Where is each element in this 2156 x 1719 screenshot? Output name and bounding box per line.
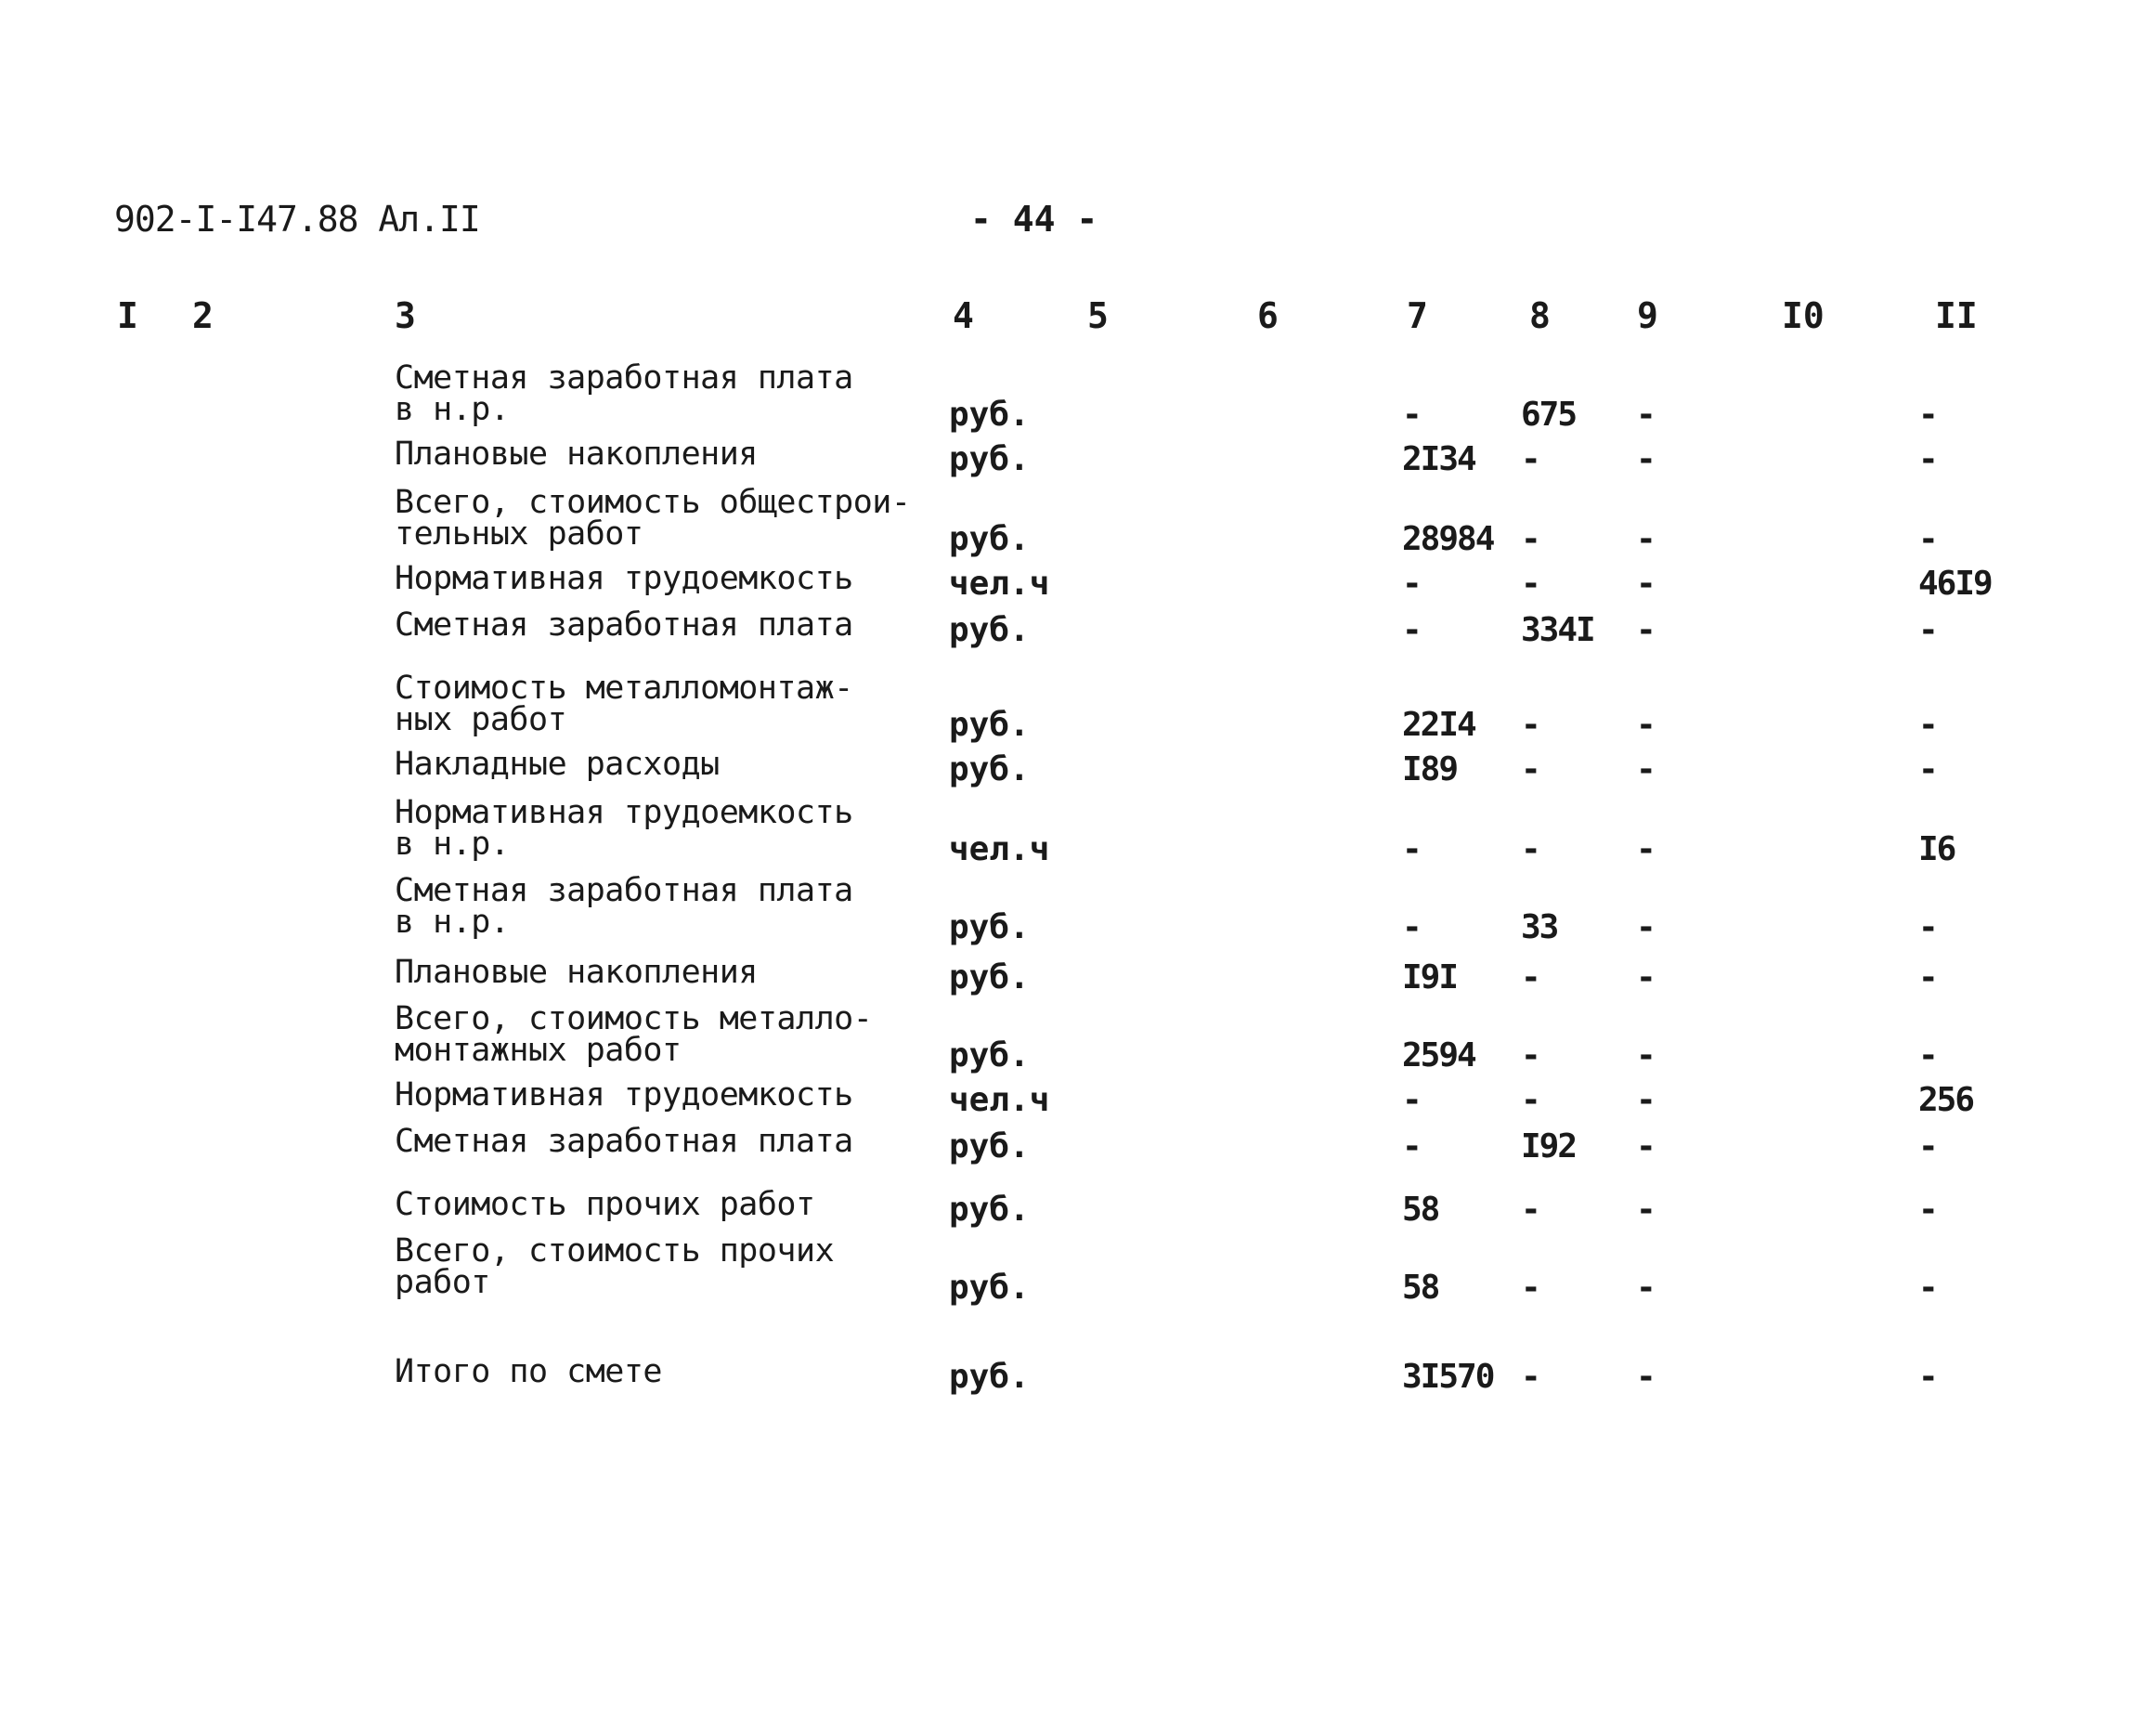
- row-col-7: 3I570: [1402, 1358, 1494, 1396]
- column-number-1: I: [117, 295, 138, 336]
- row-description: Сметная заработная плата в н.р.: [395, 872, 853, 941]
- row-unit: руб.: [949, 958, 1030, 996]
- column-number-2: 2: [192, 295, 214, 336]
- row-description: Стоимость металломонтаж- ных работ: [395, 670, 853, 738]
- row-col-11: -: [1918, 611, 1937, 649]
- column-number-6: 6: [1257, 295, 1279, 336]
- row-col-11: -: [1918, 396, 1937, 434]
- row-col-11: -: [1918, 750, 1937, 788]
- row-col-11: -: [1918, 1127, 1937, 1166]
- row-col-9: -: [1636, 1269, 1655, 1307]
- row-col-11: -: [1918, 1269, 1937, 1307]
- row-col-8: -: [1521, 1269, 1539, 1307]
- column-number-8: 8: [1529, 295, 1551, 336]
- row-col-11: -: [1918, 706, 1937, 744]
- row-col-8: -: [1521, 1358, 1539, 1396]
- row-col-8: -: [1521, 520, 1539, 558]
- row-col-7: 58: [1402, 1269, 1439, 1307]
- row-unit: руб.: [949, 440, 1030, 478]
- row-col-7: -: [1402, 908, 1421, 946]
- row-col-8: -: [1521, 706, 1539, 744]
- row-description: Стоимость прочих работ: [395, 1186, 815, 1223]
- row-description: Всего, стоимость общестрои- тельных работ: [395, 484, 911, 553]
- row-col-9: -: [1636, 908, 1655, 946]
- row-col-11: -: [1918, 1036, 1937, 1074]
- row-col-7: -: [1402, 611, 1421, 649]
- row-description: Итого по смете: [395, 1353, 663, 1390]
- row-col-11: 46I9: [1918, 565, 1992, 603]
- row-col-9: -: [1636, 1191, 1655, 1229]
- row-col-8: 33: [1521, 908, 1558, 946]
- row-unit: руб.: [949, 611, 1030, 649]
- row-col-8: -: [1521, 958, 1539, 996]
- document-code: 902-I-I47.88 Ал.II: [114, 199, 480, 240]
- row-unit: руб.: [949, 1191, 1030, 1229]
- row-unit: руб.: [949, 750, 1030, 788]
- row-description: Всего, стоимость металло- монтажных работ: [395, 1000, 873, 1069]
- row-col-7: -: [1402, 1081, 1421, 1119]
- row-col-8: -: [1521, 565, 1539, 603]
- row-col-8: -: [1521, 440, 1539, 478]
- row-description: Сметная заработная плата в н.р.: [395, 359, 853, 428]
- column-number-5: 5: [1087, 295, 1109, 336]
- column-number-3: 3: [395, 295, 416, 336]
- row-unit: руб.: [949, 1269, 1030, 1307]
- row-col-11: -: [1918, 958, 1937, 996]
- row-col-7: -: [1402, 565, 1421, 603]
- row-unit: руб.: [949, 1127, 1030, 1166]
- row-col-9: -: [1636, 958, 1655, 996]
- row-col-9: -: [1636, 611, 1655, 649]
- row-col-7: 28984: [1402, 520, 1494, 558]
- row-col-11: I6: [1918, 830, 1955, 868]
- row-col-9: -: [1636, 565, 1655, 603]
- row-unit: руб.: [949, 396, 1030, 434]
- row-unit: чел.ч: [949, 1081, 1050, 1119]
- row-col-9: -: [1636, 1358, 1655, 1396]
- row-col-8: 675: [1521, 396, 1577, 434]
- column-number-7: 7: [1407, 295, 1428, 336]
- row-col-8: -: [1521, 1191, 1539, 1229]
- row-description: Всего, стоимость прочих работ: [395, 1232, 835, 1301]
- row-col-9: -: [1636, 706, 1655, 744]
- row-col-9: -: [1636, 396, 1655, 434]
- row-col-9: -: [1636, 1081, 1655, 1119]
- row-col-7: -: [1402, 830, 1421, 868]
- row-col-8: -: [1521, 1036, 1539, 1074]
- row-description: Нормативная трудоемкость: [395, 560, 853, 597]
- row-description: Сметная заработная плата: [395, 1123, 853, 1160]
- row-col-7: 58: [1402, 1191, 1439, 1229]
- row-col-11: -: [1918, 520, 1937, 558]
- row-description: Сметная заработная плата: [395, 606, 853, 644]
- row-col-9: -: [1636, 830, 1655, 868]
- row-description: Нормативная трудоемкость: [395, 1076, 853, 1113]
- row-col-8: 334I: [1521, 611, 1594, 649]
- row-col-11: -: [1918, 440, 1937, 478]
- column-number-9: 9: [1637, 295, 1658, 336]
- column-number-row: [0, 295, 2156, 342]
- row-description: Накладные расходы: [395, 746, 720, 783]
- row-col-7: -: [1402, 396, 1421, 434]
- row-description: Плановые накопления: [395, 436, 758, 473]
- row-unit: руб.: [949, 1036, 1030, 1074]
- row-col-11: -: [1918, 908, 1937, 946]
- column-number-11: II: [1935, 295, 1978, 336]
- row-unit: руб.: [949, 1358, 1030, 1396]
- row-col-9: -: [1636, 440, 1655, 478]
- row-unit: руб.: [949, 908, 1030, 946]
- row-col-8: -: [1521, 750, 1539, 788]
- row-col-11: 256: [1918, 1081, 1974, 1119]
- row-col-9: -: [1636, 520, 1655, 558]
- row-col-7: 2594: [1402, 1036, 1475, 1074]
- row-col-7: 2I34: [1402, 440, 1475, 478]
- row-col-9: -: [1636, 1036, 1655, 1074]
- row-unit: чел.ч: [949, 565, 1050, 603]
- row-col-7: -: [1402, 1127, 1421, 1166]
- row-description: Нормативная трудоемкость в н.р.: [395, 794, 853, 863]
- row-description: Плановые накопления: [395, 954, 758, 991]
- row-col-11: -: [1918, 1358, 1937, 1396]
- row-unit: руб.: [949, 520, 1030, 558]
- page-number: - 44 -: [970, 199, 1098, 240]
- column-number-4: 4: [953, 295, 974, 336]
- row-col-7: 22I4: [1402, 706, 1475, 744]
- row-col-11: -: [1918, 1191, 1937, 1229]
- row-col-8: I92: [1521, 1127, 1577, 1166]
- row-col-7: I9I: [1402, 958, 1458, 996]
- row-col-9: -: [1636, 750, 1655, 788]
- row-unit: чел.ч: [949, 830, 1050, 868]
- row-col-8: -: [1521, 1081, 1539, 1119]
- column-number-10: I0: [1782, 295, 1825, 336]
- row-col-8: -: [1521, 830, 1539, 868]
- row-col-9: -: [1636, 1127, 1655, 1166]
- row-col-7: I89: [1402, 750, 1458, 788]
- row-unit: руб.: [949, 706, 1030, 744]
